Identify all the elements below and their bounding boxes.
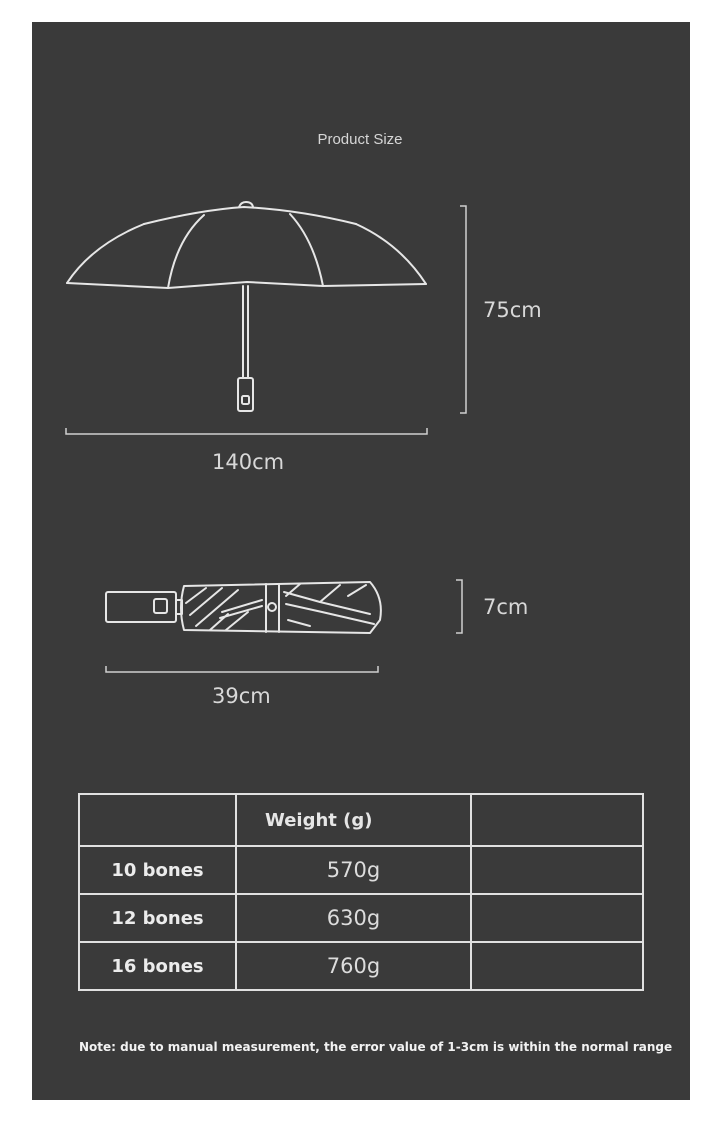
folded-height-label: 7cm xyxy=(483,595,529,619)
weight-table xyxy=(78,793,644,991)
table-row-weight: 760g xyxy=(236,942,471,990)
table-row-weight: 570g xyxy=(236,846,471,894)
measurement-note: Note: due to manual measurement, the error value of 1-3cm is within the normal range xyxy=(79,1040,673,1054)
folded-width-dimension-line xyxy=(106,666,378,672)
folded-height-dimension-line xyxy=(456,580,462,633)
table-row xyxy=(79,894,643,942)
open-height-label: 75cm xyxy=(483,298,542,322)
table-row-extra xyxy=(471,894,643,942)
page-title: Product Size xyxy=(317,131,403,148)
open-width-label: 140cm xyxy=(212,450,285,474)
table-row-extra xyxy=(471,942,643,990)
open-width-dimension-line xyxy=(66,428,427,434)
folded-umbrella-icon xyxy=(106,582,381,633)
table-header-cell xyxy=(79,794,236,846)
table-header-cell xyxy=(471,794,643,846)
table-row-weight: 630g xyxy=(236,894,471,942)
table-header-cell: Weight (g) xyxy=(236,794,471,846)
table-row-label: 10 bones xyxy=(79,846,236,894)
table-header-row xyxy=(79,794,643,846)
open-height-dimension-line xyxy=(460,206,466,413)
open-umbrella-icon xyxy=(67,202,426,411)
table-row xyxy=(79,942,643,990)
table-row-label: 16 bones xyxy=(79,942,236,990)
folded-width-label: 39cm xyxy=(212,684,271,708)
table-row-label: 12 bones xyxy=(79,894,236,942)
table-row-extra xyxy=(471,846,643,894)
table-row xyxy=(79,846,643,894)
